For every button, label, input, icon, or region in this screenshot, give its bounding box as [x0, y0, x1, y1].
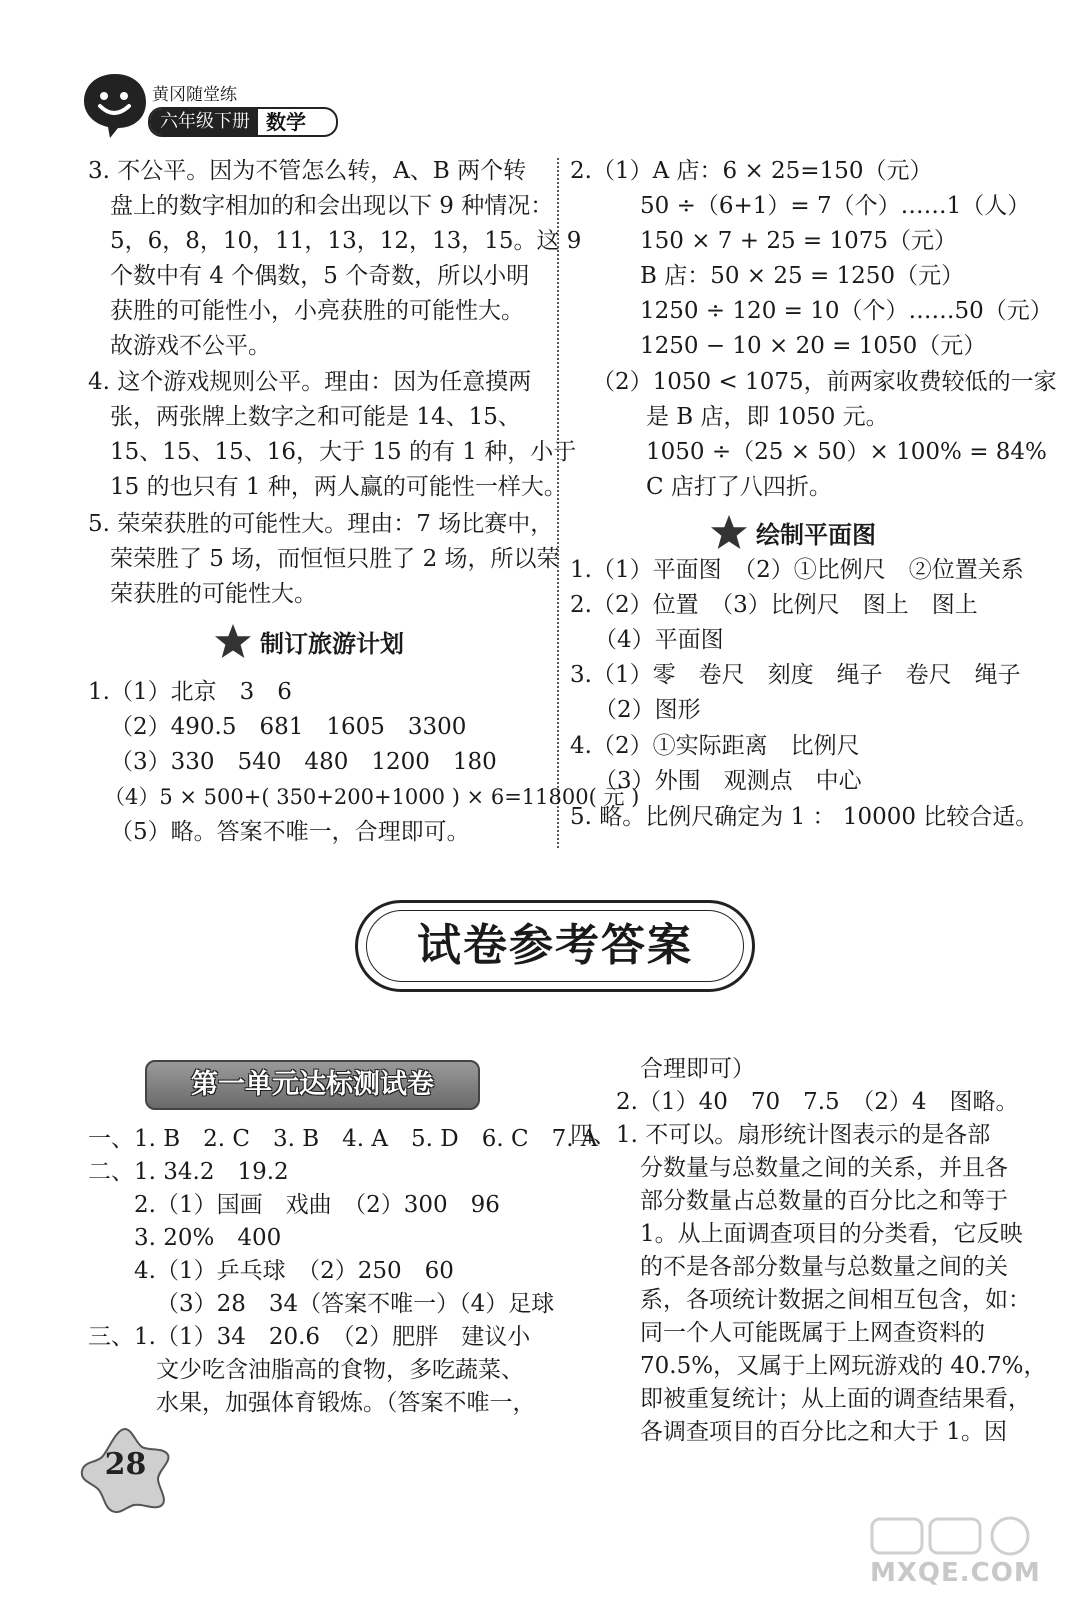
- answer-line: 二、1. 34.2 19.2: [88, 1159, 289, 1185]
- answer-line: 2.（1）40 70 7.5 （2）4 图略。: [616, 1089, 1019, 1115]
- answer-line: 是 B 店，即 1050 元。: [646, 404, 889, 430]
- answer-line: 水果，加强体育锻炼。（答案不唯一，: [156, 1390, 536, 1416]
- section-heading: [710, 514, 876, 550]
- answer-line: 文少吃含油脂高的食物，多吃蔬菜、: [156, 1357, 524, 1383]
- section-title: 绘制平面图: [756, 519, 876, 549]
- answer-line: 分数量与总数量之间的关系，并且各: [640, 1155, 1008, 1181]
- answer-line: 荣获胜的可能性大。: [110, 581, 317, 607]
- answer-line: 各调查项目的百分比之和大于 1。因: [640, 1419, 1007, 1445]
- answer-line: B 店：50 × 25 = 1250（元）: [640, 263, 965, 289]
- answer-line: 即被重复统计；从上面的调查结果看，: [640, 1386, 1031, 1412]
- answer-line: （2）490.5 681 1605 3300: [110, 714, 467, 740]
- answer-line: 1.（1）平面图 （2）①比例尺 ②位置关系: [570, 557, 1024, 583]
- star-icon: [710, 514, 748, 550]
- answer-line: 四、1. 不可以。扇形统计图表示的是各部: [570, 1122, 991, 1148]
- answer-line: 50 ÷（6+1）= 7（个）……1（人）: [640, 193, 1031, 219]
- series-title: 黄冈随堂练: [152, 85, 237, 105]
- answer-line: 合理即可）: [640, 1056, 755, 1082]
- answer-line: C 店打了八四折。: [646, 474, 832, 500]
- grade-label: 六年级下册: [150, 109, 258, 135]
- unit-test-title: 第一单元达标测试卷: [191, 1069, 434, 1100]
- answer-line: （4）5 × 500+( 350+200+1000 ) × 6=11800( 元 ): [104, 785, 640, 809]
- answer-line: 2.（1）A 店：6 × 25=150（元）: [570, 158, 933, 184]
- answer-line: 1050 ÷（25 × 50）× 100% = 84%: [646, 439, 1047, 465]
- answer-line: 的不是各部分数量与总数量之间的关: [640, 1254, 1008, 1280]
- answer-line: （4）平面图: [594, 627, 724, 653]
- answer-line: （2）1050 < 1075，前两家收费较低的一家: [592, 369, 1057, 395]
- answer-line: 个数中有 4 个偶数，5 个奇数，所以小明: [110, 263, 530, 289]
- answer-line: 3.（1）零 卷尺 刻度 绳子 卷尺 绳子: [570, 662, 1021, 688]
- answer-line: 系，各项统计数据之间相互包含，如：: [640, 1287, 1031, 1313]
- answer-line: 1250 ÷ 120 = 10（个）……50（元）: [640, 298, 1053, 324]
- answer-line: （2）图形: [594, 697, 701, 723]
- watermark-url: MXQE.COM: [870, 1558, 1041, 1588]
- answer-line: 2.（2）位置 （3）比例尺 图上 图上: [570, 592, 978, 618]
- answer-line: 150 × 7 + 25 = 1075（元）: [640, 228, 958, 254]
- answer-line: 故游戏不公平。: [110, 333, 271, 359]
- answer-line: 张，两张牌上数字之和可能是 14、15、: [110, 404, 521, 430]
- answer-line: 一、1. B 2. C 3. B 4. A 5. D 6. C 7. A: [88, 1126, 598, 1152]
- answer-line: （3）外围 观测点 中心: [594, 768, 862, 794]
- answer-line: 4. 这个游戏规则公平。理由：因为任意摸两: [88, 369, 532, 395]
- answer-line: 1.（1）北京 3 6: [88, 679, 292, 705]
- answer-line: 盘上的数字相加的和会出现以下 9 种情况：: [110, 193, 554, 219]
- page-number: 28: [104, 1447, 147, 1482]
- answer-line: （3）28 34（答案不唯一）（4）足球: [156, 1291, 555, 1317]
- answer-line: 获胜的可能性小，小亮获胜的可能性大。: [110, 298, 524, 324]
- answer-line: 5. 荣荣获胜的可能性大。理由：7 场比赛中，: [88, 511, 554, 537]
- answer-line: 3. 不公平。因为不管怎么转，A、B 两个转: [88, 158, 527, 184]
- answer-line: 4.（1）乒乓球 （2）250 60: [134, 1258, 454, 1284]
- answer-line: （3）330 540 480 1200 180: [110, 749, 497, 775]
- answer-line: 5. 略。比例尺确定为 1 ： 10000 比较合适。: [570, 804, 1039, 830]
- answer-line: 15 的也只有 1 种，两人赢的可能性一样大。: [110, 474, 567, 500]
- answer-line: 5，6，8，10，11，13，12，13，15。这 9: [110, 228, 582, 254]
- watermark-logo-icon: [870, 1515, 1040, 1557]
- answer-line: 4.（2）①实际距离 比例尺: [570, 733, 860, 759]
- answer-line: 同一个人可能既属于上网查资料的: [640, 1320, 985, 1346]
- answer-line: 3. 20% 400: [134, 1225, 282, 1251]
- answer-line: 三、1.（1）34 20.6 （2）肥胖 建议小: [88, 1324, 531, 1350]
- answer-line: 2.（1）国画 戏曲 （2）300 96: [134, 1192, 500, 1218]
- grade-subject-badge: [148, 107, 338, 137]
- answer-line: 部分数量占总数量的百分比之和等于: [640, 1188, 1008, 1214]
- answer-line: （5）略。答案不唯一，合理即可。: [110, 819, 470, 845]
- answer-line: 1。从上面调查项目的分类看，它反映: [640, 1221, 1023, 1247]
- answer-line: 荣荣胜了 5 场，而恒恒只胜了 2 场，所以荣: [110, 546, 560, 572]
- subject-label: 数学: [266, 110, 306, 134]
- section-title: 制订旅游计划: [260, 628, 404, 658]
- answer-line: 15、15、15、16，大于 15 的有 1 种，小于: [110, 439, 577, 465]
- answer-key-title: 试卷参考答案: [417, 920, 693, 971]
- smiley-face-icon: [80, 70, 150, 140]
- star-icon: [214, 623, 252, 659]
- answer-line: 70.5%，又属于上网玩游戏的 40.7%，: [640, 1353, 1047, 1379]
- section-heading: [214, 623, 404, 659]
- answer-line: 1250 − 10 × 20 = 1050（元）: [640, 333, 987, 359]
